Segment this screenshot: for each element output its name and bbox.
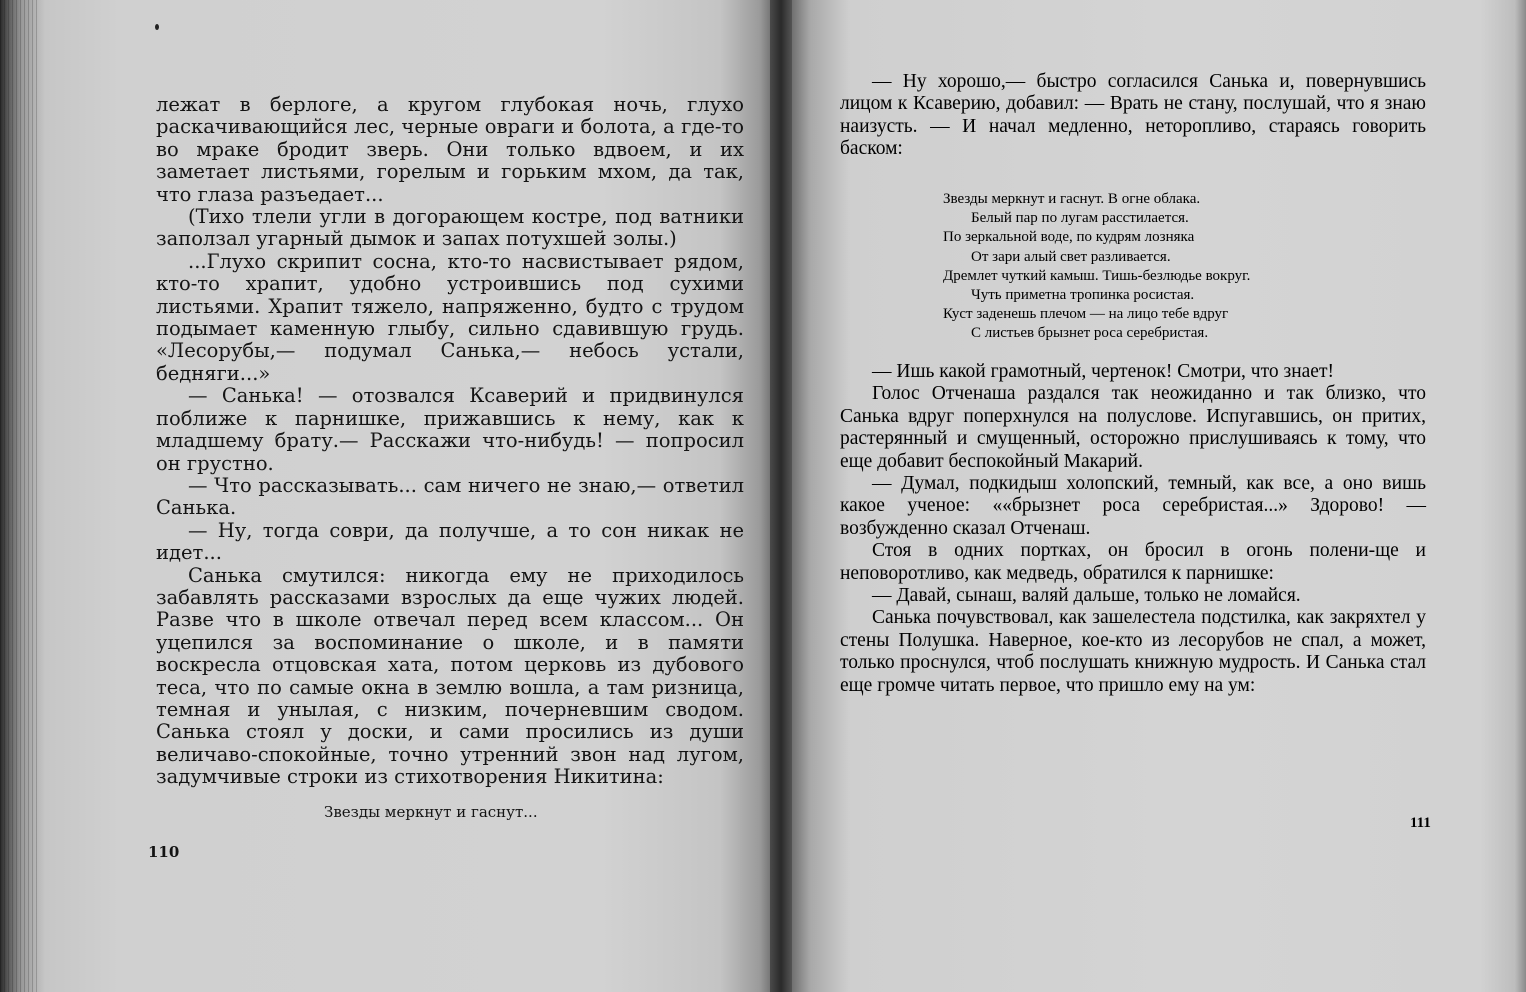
book-gutter <box>770 0 792 992</box>
poem-line: По зеркальной воде, по кудрям лозняка <box>943 229 1195 246</box>
print-speck <box>155 24 159 30</box>
paragraph: — Ишь какой грамотный, чертенок! Смотри, что знает! <box>872 361 1334 382</box>
paragraph: — Ну хорошо,— быстро согласился Санька и, повернувшись лицом к Ксаверию, добавил: — Врать не стану, послушай, что я знаю наизусть. — И начал медленно, неторопливо, стараясь говорить баском: <box>840 71 1426 160</box>
poem-line: Звезды меркнут и гаснут... <box>324 803 538 821</box>
poem-line: От зари алый свет разливается. <box>971 248 1171 265</box>
poem-line: Звезды меркнут и гаснут. В огне облака. <box>943 191 1201 207</box>
left-page-text <box>156 94 744 789</box>
paragraph: — Санька! — отозвался Ксаверий и придвинулся поближе к парнишке, прижавшись к нему, как к младшему брату.— Расскажи что-нибудь! — попросил он грустно. <box>156 384 744 475</box>
poem-line: Дремлет чуткий камыш. Тишь-безлюдье вокруг. <box>943 267 1251 284</box>
paragraph: — Давай, сынаш, валяй дальше, только не ломайся. <box>872 585 1301 607</box>
paragraph: (Тихо тлели угли в догорающем костре, под ватники заползал угарный дымок и запах потухшей золы.) <box>156 205 744 251</box>
poem-block <box>943 190 1403 344</box>
page-number-left: 110 <box>148 843 180 861</box>
paragraph: — Думал, подкидыш холопский, темный, как все, а оно вишь какое ученое: ««брызнет роса серебристая...» Здорово! — возбужденно сказал Отченаш. <box>840 473 1426 539</box>
paragraph: ...Глухо скрипит сосна, кто-то насвистывает рядом, кто-то храпит, удобно устроившись под сухими листьями. Храпит тяжело, напряженно, будто с трудом подымает каменную глыбу, сильно сдавившую грудь. «Лесорубы,— подумал Санька,— небось устали, бедняги...» <box>156 249 744 385</box>
page-edge-lines <box>0 0 40 992</box>
paragraph: Голос Отченаша раздался так неожиданно и так близко, что Санька вдруг поперхнулся на полуслове. Испугавшись, он притих, растерянный и смущенный, осторожно прислушиваясь к тому, что еще добавит беспокойный Макарий. <box>840 383 1426 472</box>
poem-line: Куст заденешь плечом — на лицо тебе вдруг <box>943 306 1229 323</box>
paragraph: Санька смутился: никогда ему не приходилось забавлять рассказами взрослых да еще чужих людей. Разве что в школе отвечал перед всем классом... Он уцепился за воспоминание о школе, и в памяти воскресла отцовская хата, потом церковь из дубового теса, что по самые окна в землю вошла, а там ризница, темная и унылая, с низким, почерневшим сводом. Санька стоял у доски, и сами просились из души величаво-спокойные, точно утренний звон над лугом, задумчивые строки из стихотворения Никитина: <box>156 563 744 789</box>
paragraph: — Ну, тогда соври, да получше, а то сон никак не идет... <box>156 518 744 565</box>
right-page-text-top <box>840 71 1426 161</box>
poem-line: Чуть приметна тропинка росистая. <box>971 287 1195 304</box>
page-number-right: 111 <box>1410 815 1431 831</box>
paragraph: Стоя в одних портках, он бросил в огонь полени-ще и неповоротливо, как медведь, обратился к парнишке: <box>840 540 1426 584</box>
paragraph: лежат в берлоге, а кругом глубокая ночь, глухо раскачивающийся лес, черные овраги и болота, а где-то во мраке бродит зверь. Они только вдвоем, и их заметает листьями, горелым и горьким мхом, да так, что глаза разъедает... <box>156 93 744 206</box>
right-page-text-bottom <box>840 361 1426 697</box>
paragraph: Санька почувствовал, как зашелестела подстилка, как закряхтел у стены Полушка. Наверное, кое-кто из лесорубов не спал, а может, только проснулся, чтоб послушать книжную мудрость. И Санька стал еще громче читать первое, что пришло ему на ум: <box>840 607 1426 696</box>
poem-line: Белый пар по лугам расстилается. <box>971 210 1189 227</box>
poem-line: С листьев брызнет роса серебристая. <box>971 325 1209 342</box>
paragraph: — Что рассказывать... сам ничего не знаю,— ответил Санька. <box>156 473 744 520</box>
